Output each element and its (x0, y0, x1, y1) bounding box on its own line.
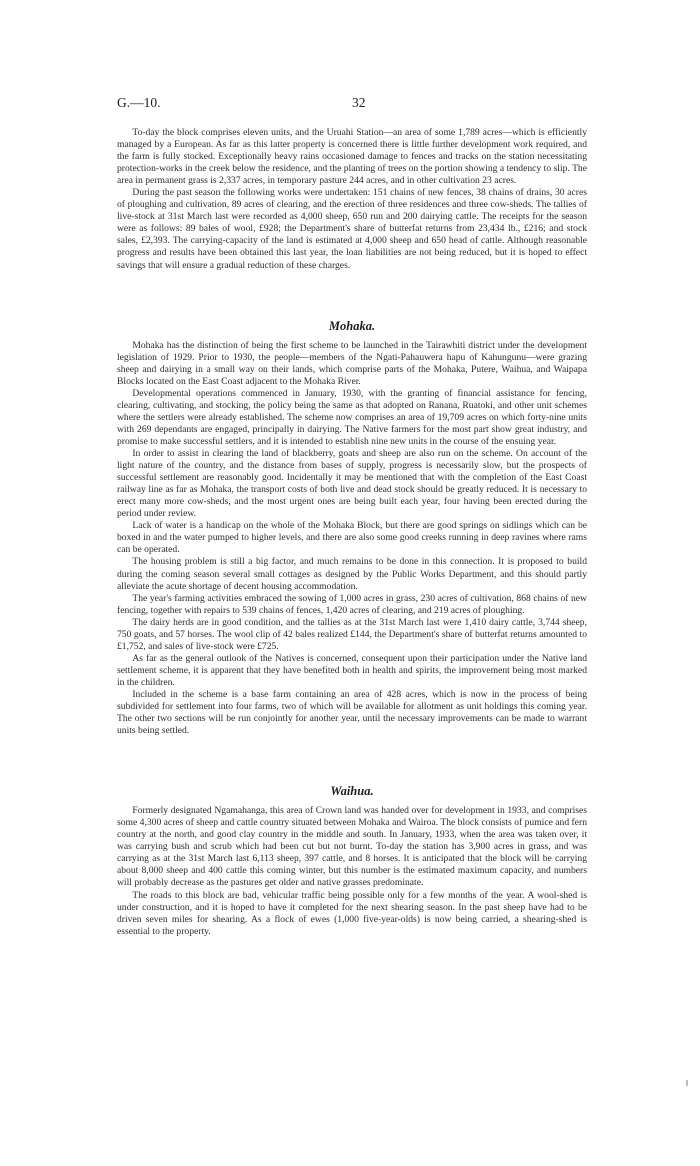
page-number: 32 (352, 95, 366, 110)
intro-paragraph-1: To-day the block comprises eleven units, and the Uruahi Station—an area of some 1,789 acres—which is efficiently managed by a European. As far as this latter property is concerned there is little further development work required, and the farm is fully stocked. Exceptionally heavy rains occasioned damage to fences and tracks on the station necessitating protection-works in the creek below the residence, and the planting of trees on the portion showing a tendency to slip. The area in permanent grass is 2,337 acres, in temporary pasture 244 acres, and in other cultivation 23 acres. (117, 127, 587, 187)
mohaka-paragraph-8: As far as the general outlook of the Natives is concerned, consequent upon their participation under the Native land settlement scheme, it is apparent that they have benefited both in health and spirits, the improvement being most marked in the children. (117, 652, 587, 688)
mohaka-heading: Mohaka. (328, 318, 376, 333)
mohaka-paragraph-6: The year's farming activities embraced the sowing of 1,000 acres in grass, 230 acres of cultivation, 868 chains of new fencing, together with repairs to 539 chains of fences, 1,420 acres of clearing, and 219 acres of ploughing. (117, 592, 587, 616)
mohaka-paragraph-3: In order to assist in clearing the land of blackberry, goats and sheep are also run on the scheme. On account of the light nature of the country, and the distance from bases of supply, progress is necessarily slow, but the prospects of successful settlement are reasonably good. Incidentally it may be mentioned that with the completion of the East Coast railway line as far as Mohaka, the transport costs of both live and dead stock should be greatly reduced. It is necessary to erect many more cow-sheds, and the most urgent ones are being built each year, four having been erected during the period under review. (117, 448, 587, 520)
waihua-paragraph-2: The roads to this block are bad, vehicular traffic being possible only for a few months of the year. A wool-shed is under construction, and it is hoped to have it completed for the next shearing season. In the past sheep have had to be driven seven miles for shearing. As a flock of ewes (1,000 five-year-olds) is now being carried, a shearing-shed is essential to the property. (117, 889, 587, 937)
intro-paragraph-2: During the past season the following works were undertaken: 151 chains of new fences, 38 chains of drains, 30 acres of ploughing and cultivation, 89 acres of clearing, and the erection of three residences and three cow-sheds. The tallies of live-stock at 31st March last were recorded as 4,000 sheep, 650 run and 200 dairying cattle. The receipts for the season were as follows: 89 bales of wool, £928; the Department's share of butterfat returns from 23,434 lb., £216; and stock sales, £2,393. The carrying-capacity of the land is estimated at 4,000 sheep and 650 head of cattle. Although reasonable progress and results have been obtained this last year, the loan liabilities are not being reduced, but it is hoped to effect savings that will ensure a gradual reduction of these charges. (117, 187, 587, 271)
waihua-paragraph-1: Formerly designated Ngamahanga, this area of Crown land was handed over for development in 1933, and comprises some 4,300 acres of sheep and cattle country situated between Mohaka and Wairoa. The block consists of pumice and fern country at the north, and good clay country in the middle and south. In January, 1933, when the area was taken over, it was carrying bush and scrub which had been cut but not burnt. To-day the station has 3,900 acres in grass, and was carrying as at the 31st March last 6,113 sheep, 397 cattle, and 8 horses. It is anticipated that the block will be carrying about 8,000 sheep and 400 cattle this coming winter, but this number is the estimated maximum capacity, and numbers will probably decrease as the pastures get older and native grasses predominate. (117, 805, 587, 889)
page-header (117, 95, 587, 115)
mohaka-paragraph-7: The dairy herds are in good condition, and the tallies as at the 31st March last were 1,410 dairy cattle, 3,744 sheep, 750 goats, and 57 horses. The wool clip of 42 bales realized £144, the Department's share of butterfat returns amounted to £1,752, and sales of live-stock were £725. (117, 616, 587, 652)
waihua-section (117, 785, 587, 938)
mohaka-section (117, 320, 587, 738)
mohaka-paragraph-9: Included in the scheme is a base farm containing an area of 428 acres, which is now in the process of being subdivided for settlement into four farms, two of which will be available for allotment as unit holdings this coming year. The other two sections will be run conjointly for another year, until the necessary improvements can be made to warrant units being settled. (117, 688, 587, 737)
scan-edge-mark (686, 1080, 688, 1086)
document-reference: G.—10. (117, 95, 161, 110)
waihua-heading: Waihua. (330, 784, 374, 799)
page-body (117, 127, 587, 938)
mohaka-paragraph-4: Lack of water is a handicap on the whole of the Mohaka Block, but there are good springs on sidlings which can be boxed in and the water pumped to higher levels, and there are also some good creeks running in deep ravines where rams can be operated. (117, 520, 587, 556)
mohaka-paragraph-5: The housing problem is still a big factor, and much remains to be done in this connection. It is proposed to build during the coming season several small cottages as designed by the Public Works Department, and this should partly alleviate the acute shortage of decent housing accommodation. (117, 556, 587, 592)
intro-section (117, 127, 587, 272)
mohaka-paragraph-1: Mohaka has the distinction of being the first scheme to be launched in the Tairawhiti district under the development legislation of 1929. Prior to 1930, the people—members of the Ngati-Pahauwera hapu of Kahungunu—were grazing sheep and dairying in a small way on their lands, which comprise parts of the Mohaka, Putere, Waihua, and Waipapa Blocks located on the East Coast adjacent to the Mohaka River. (117, 339, 587, 387)
mohaka-paragraph-2: Developmental operations commenced in January, 1930, with the granting of financial assistance for fencing, clearing, cultivating, and stocking, the policy being the same as that adopted on Ranana, Ruatoki, and other unit schemes where the settlers were already established. The scheme now comprises an area of 19,709 acres on which forty-nine units with 269 dependants are engaged, principally in dairying. The Native farmers for the most part show great industry, and promise to make successful settlers, and it is intended to establish nine new units in the course of the ensuing year. (117, 387, 587, 447)
